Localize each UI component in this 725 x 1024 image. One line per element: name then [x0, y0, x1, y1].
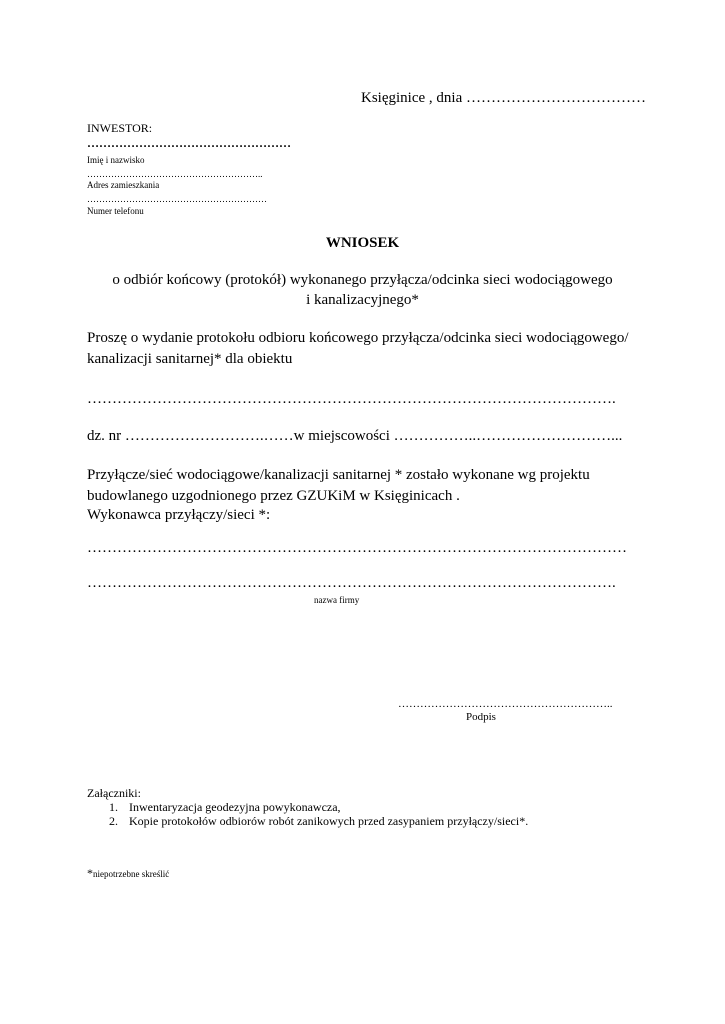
signature-label: Podpis [466, 711, 496, 723]
contractor-label: Wykonawca przyłączy/sieci *: [87, 507, 271, 523]
object-field[interactable]: ……………………………………………………………………………………………. [87, 391, 616, 407]
signature-field[interactable]: ………………………………………………….. [398, 698, 613, 710]
request-text-line2: kanalizacji sanitarnej* dla obiektu [87, 351, 293, 367]
document-subtitle-line1: o odbiór końcowy (protokół) wykonanego przyłącza/odcinka sieci wodociągowego [112, 272, 613, 288]
company-name-label: nazwa firmy [314, 595, 360, 605]
list-item [109, 814, 528, 828]
footnote-text: niepotrzebne skreślić [93, 869, 170, 879]
list-item [109, 800, 528, 814]
investor-phone-label: Numer telefonu [87, 206, 144, 216]
footnote-star: * [87, 866, 93, 880]
statement-text-line2: budowlanego uzgodnionego przez GZUKiM w Księginicach . [87, 488, 460, 504]
footnote [87, 866, 169, 881]
document-subtitle-line2: i kanalizacyjnego* [306, 292, 419, 308]
list-item-text: Inwentaryzacja geodezyjna powykonawcza, [129, 800, 341, 814]
statement-text-line1: Przyłącze/sieć wodociągowe/kanalizacji sanitarnej * zostało wykonane wg projektu [87, 467, 590, 483]
attachments-label: Załączniki: [87, 786, 141, 800]
document-title: WNIOSEK [325, 235, 400, 251]
investor-name-field[interactable]: …………………………………………… [87, 136, 291, 150]
investor-address-label: Adres zamieszkania [87, 180, 160, 190]
list-item-number: 1. [109, 800, 118, 814]
investor-address-field[interactable]: ………………………………………………….. [87, 169, 263, 179]
investor-name-label: Imię i nazwisko [87, 155, 145, 165]
attachments-list [109, 800, 528, 828]
place-date-line: Księginice , dnia ……………………………… [361, 90, 646, 106]
list-item-number: 2. [109, 814, 118, 828]
contractor-field-line1[interactable]: ……………………………………………………………………………………………… [87, 540, 627, 556]
request-text-line1: Proszę o wydanie protokołu odbioru końcowego przyłącza/odcinka sieci wodociągowego/ [87, 330, 629, 346]
investor-phone-field[interactable]: …………………………………………………… [87, 194, 267, 204]
investor-label: INWESTOR: [87, 121, 153, 135]
parcel-location-field[interactable]: dz. nr ……………………….……w miejscowości ……………..………………………... [87, 428, 623, 444]
contractor-field-line2[interactable]: ……………………………………………………………………………………………. [87, 575, 616, 591]
list-item-text: Kopie protokołów odbiorów robót zanikowych przed zasypaniem przyłączy/sieci*. [129, 814, 529, 828]
